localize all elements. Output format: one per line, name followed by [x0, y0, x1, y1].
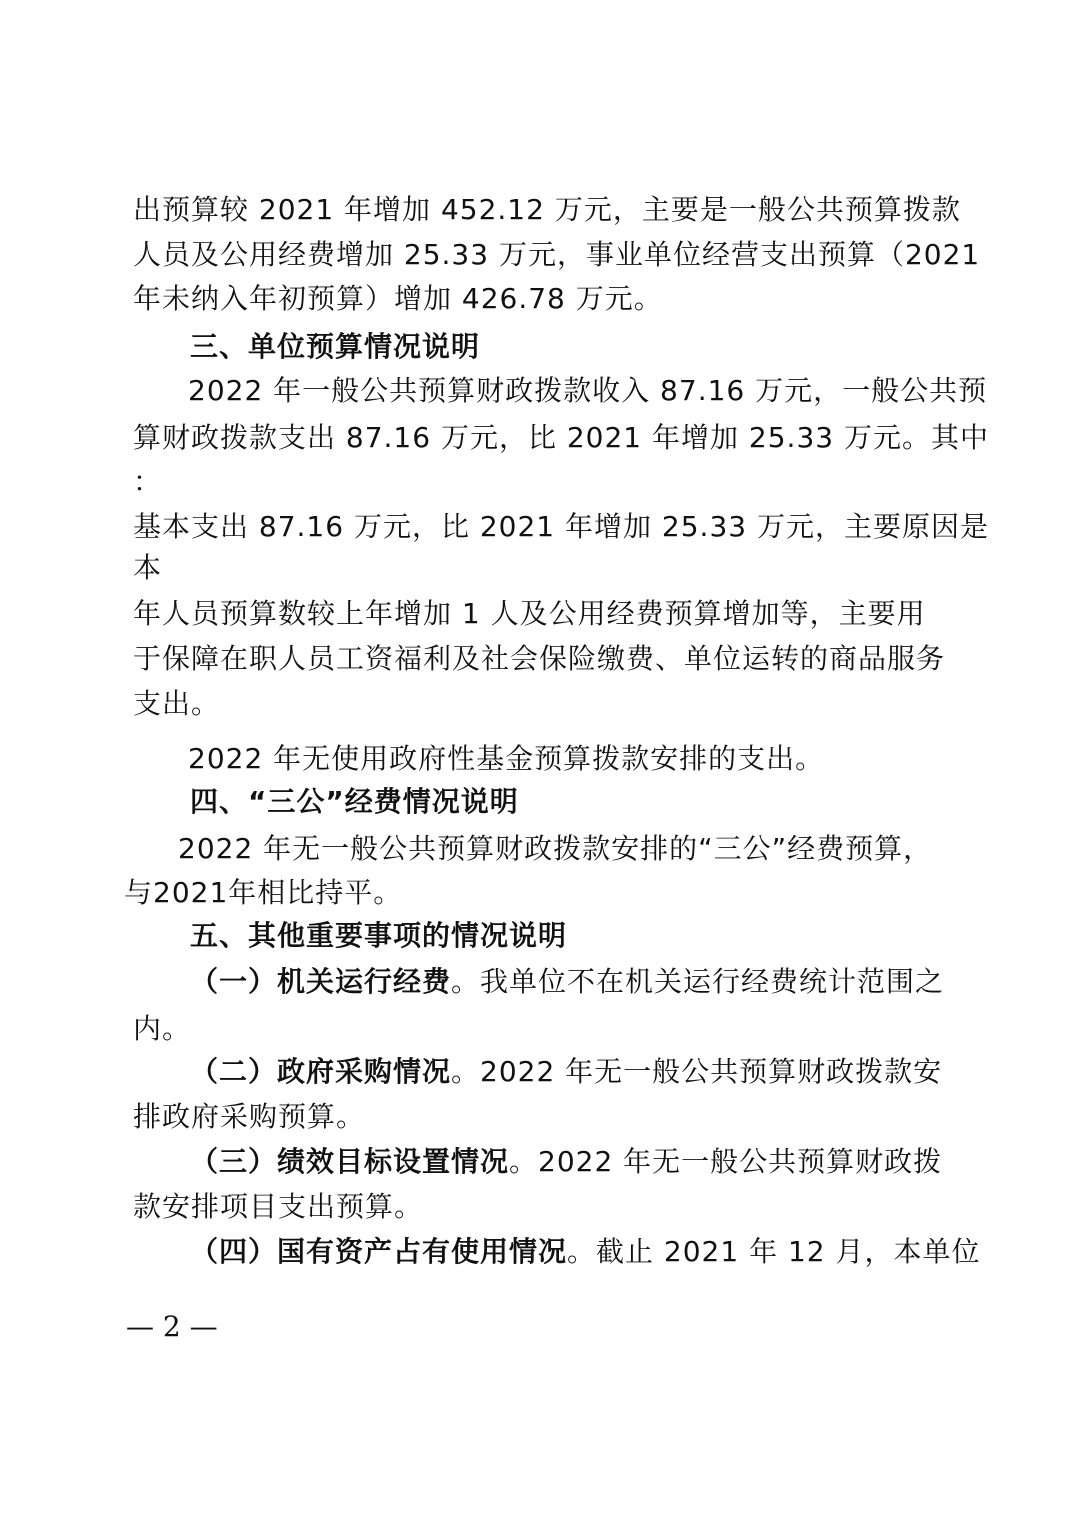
text-line: 2022 年无使用政府性基金预算拨款安排的支出。: [188, 742, 825, 775]
text-line: 排政府采购预算。: [133, 1100, 366, 1133]
text-line: 与2021年相比持平。: [124, 876, 403, 909]
subsection-text: 。截止 2021 年 12 月，本单位: [567, 1235, 981, 1268]
section-heading: 三、单位预算情况说明: [190, 330, 481, 363]
section-heading: 五、其他重要事项的情况说明: [190, 919, 568, 952]
text-line: 年人员预算数较上年增加 1 人及公用经费预算增加等，主要用: [133, 597, 926, 630]
text-line: 年未纳入年初预算）增加 426.78 万元。: [133, 282, 663, 315]
subsection-title: （一）机关运行经费: [190, 965, 452, 998]
section-heading: 四、“三公”经费情况说明: [190, 785, 519, 818]
text-line: 内。: [133, 1012, 192, 1045]
text-line: ：: [133, 465, 163, 498]
subsection-text: 。2022 年无一般公共预算财政拨: [509, 1145, 943, 1178]
subsection-title: （四）国有资产占有使用情况: [190, 1235, 568, 1268]
subsection-text: 。2022 年无一般公共预算财政拨款安: [451, 1055, 943, 1088]
subsection-line: [190, 1235, 981, 1268]
text-line: 基本支出 87.16 万元，比 2021 年增加 25.33 万元，主要原因是: [133, 510, 989, 543]
text-line: 款安排项目支出预算。: [133, 1190, 424, 1223]
subsection-text: 。我单位不在机关运行经费统计范围之: [451, 965, 945, 998]
subsection-line: [190, 1055, 943, 1088]
text-line: 2022 年一般公共预算财政拨款收入 87.16 万元，一般公共预: [188, 374, 988, 407]
text-line: 2022 年无一般公共预算财政拨款安排的“三公”经费预算，: [178, 832, 933, 865]
text-line: 本: [133, 551, 163, 584]
text-line: 算财政拨款支出 87.16 万元，比 2021 年增加 25.33 万元。其中: [133, 421, 989, 454]
subsection-line: [190, 1145, 943, 1178]
text-line: 人员及公用经费增加 25.33 万元，事业单位经营支出预算（2021: [133, 238, 981, 271]
subsection-title: （二）政府采购情况: [190, 1055, 452, 1088]
text-line: 支出。: [133, 687, 221, 720]
subsection-line: [190, 965, 945, 998]
page-number: — 2 —: [126, 1310, 218, 1343]
text-line: 出预算较 2021 年增加 452.12 万元，主要是一般公共预算拨款: [133, 193, 961, 226]
text-line: 于保障在职人员工资福利及社会保险缴费、单位运转的商品服务: [133, 642, 946, 675]
subsection-title: （三）绩效目标设置情况: [190, 1145, 510, 1178]
